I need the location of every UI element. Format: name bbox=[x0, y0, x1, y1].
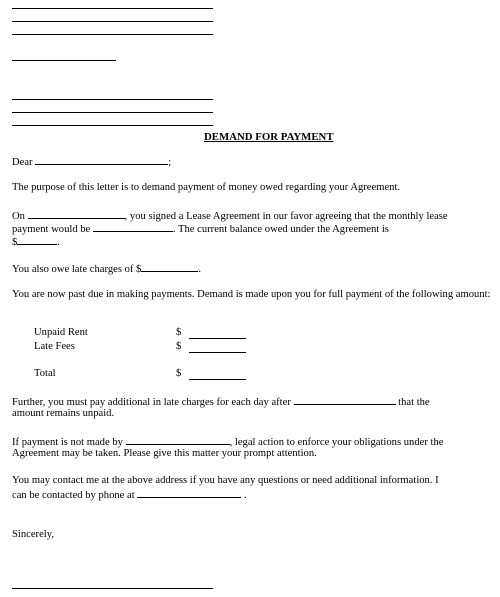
lease-paragraph-line-3 bbox=[12, 234, 60, 249]
contact-line-2 bbox=[12, 487, 247, 502]
contact-phone-text: can be contacted by phone at bbox=[12, 490, 135, 501]
closing: Sincerely, bbox=[12, 529, 54, 540]
date-line bbox=[12, 60, 116, 61]
lease-period: . bbox=[57, 237, 60, 248]
lease-text-1: , you signed a Lease Agreement in our favor agreeing that the monthly lease bbox=[124, 211, 448, 222]
lease-paragraph-line-2 bbox=[12, 221, 389, 236]
further-text-1: Further, you must pay additional in late charges for each day after bbox=[12, 397, 291, 408]
sender-address-line-3 bbox=[12, 34, 213, 35]
lease-on-text: On bbox=[12, 211, 25, 222]
salutation bbox=[12, 154, 171, 169]
late-charges-period: . bbox=[198, 264, 202, 275]
lease-date-blank[interactable] bbox=[28, 208, 125, 219]
item-late-fees-currency: $ bbox=[176, 341, 182, 352]
document-title: DEMAND FOR PAYMENT bbox=[204, 131, 334, 143]
recipient-name-blank[interactable] bbox=[35, 154, 168, 165]
days-after-blank[interactable] bbox=[294, 394, 396, 405]
recipient-address-line-3 bbox=[12, 125, 213, 126]
lease-text-2: payment would be bbox=[12, 224, 91, 235]
legal-action-line-2: Agreement may be taken. Please give this matter your prompt attention. bbox=[12, 448, 317, 459]
recipient-address-line-1 bbox=[12, 99, 213, 100]
salutation-semicolon: ; bbox=[168, 157, 172, 168]
legal-text-1: If payment is not made by bbox=[12, 437, 123, 448]
item-late-fees-label: Late Fees bbox=[34, 341, 75, 352]
item-total-currency: $ bbox=[176, 368, 182, 379]
late-fees-amount-blank[interactable] bbox=[189, 352, 246, 353]
salutation-dear: Dear bbox=[12, 157, 33, 168]
purpose-paragraph: The purpose of this letter is to demand payment of money owed regarding your Agreement. bbox=[12, 182, 401, 193]
sender-address-line-2 bbox=[12, 21, 213, 22]
late-charges-text: You also owe late charges of $ bbox=[12, 264, 142, 275]
further-text-2: that the bbox=[398, 397, 430, 408]
further-charges-line-2: amount remains unpaid. bbox=[12, 408, 115, 419]
recipient-address-line-2 bbox=[12, 112, 213, 113]
balance-currency: $ bbox=[12, 237, 18, 248]
phone-number-blank[interactable] bbox=[137, 487, 241, 498]
signature-line[interactable] bbox=[12, 588, 213, 589]
contact-period: . bbox=[243, 490, 247, 501]
past-due-paragraph: You are now past due in making payments. Demand is made upon you for full payment of the following amount: bbox=[12, 289, 491, 300]
legal-text-2: , legal action to enforce your obligations under the bbox=[229, 437, 444, 448]
total-amount-blank[interactable] bbox=[189, 379, 246, 380]
item-unpaid-rent-label: Unpaid Rent bbox=[34, 327, 88, 338]
sender-address-line-1 bbox=[12, 8, 213, 9]
unpaid-rent-amount-blank[interactable] bbox=[189, 338, 246, 339]
late-charges-blank[interactable] bbox=[141, 261, 198, 272]
current-balance-blank[interactable] bbox=[17, 234, 57, 245]
payment-deadline-blank[interactable] bbox=[126, 434, 230, 445]
item-unpaid-rent-currency: $ bbox=[176, 327, 182, 338]
lease-text-3: . The current balance owed under the Agreement is bbox=[172, 224, 389, 235]
contact-line-1: You may contact me at the above address if you have any questions or need additional information. I bbox=[12, 475, 439, 486]
late-charges-paragraph bbox=[12, 261, 201, 276]
monthly-payment-blank[interactable] bbox=[93, 221, 173, 232]
item-total-label: Total bbox=[34, 368, 56, 379]
